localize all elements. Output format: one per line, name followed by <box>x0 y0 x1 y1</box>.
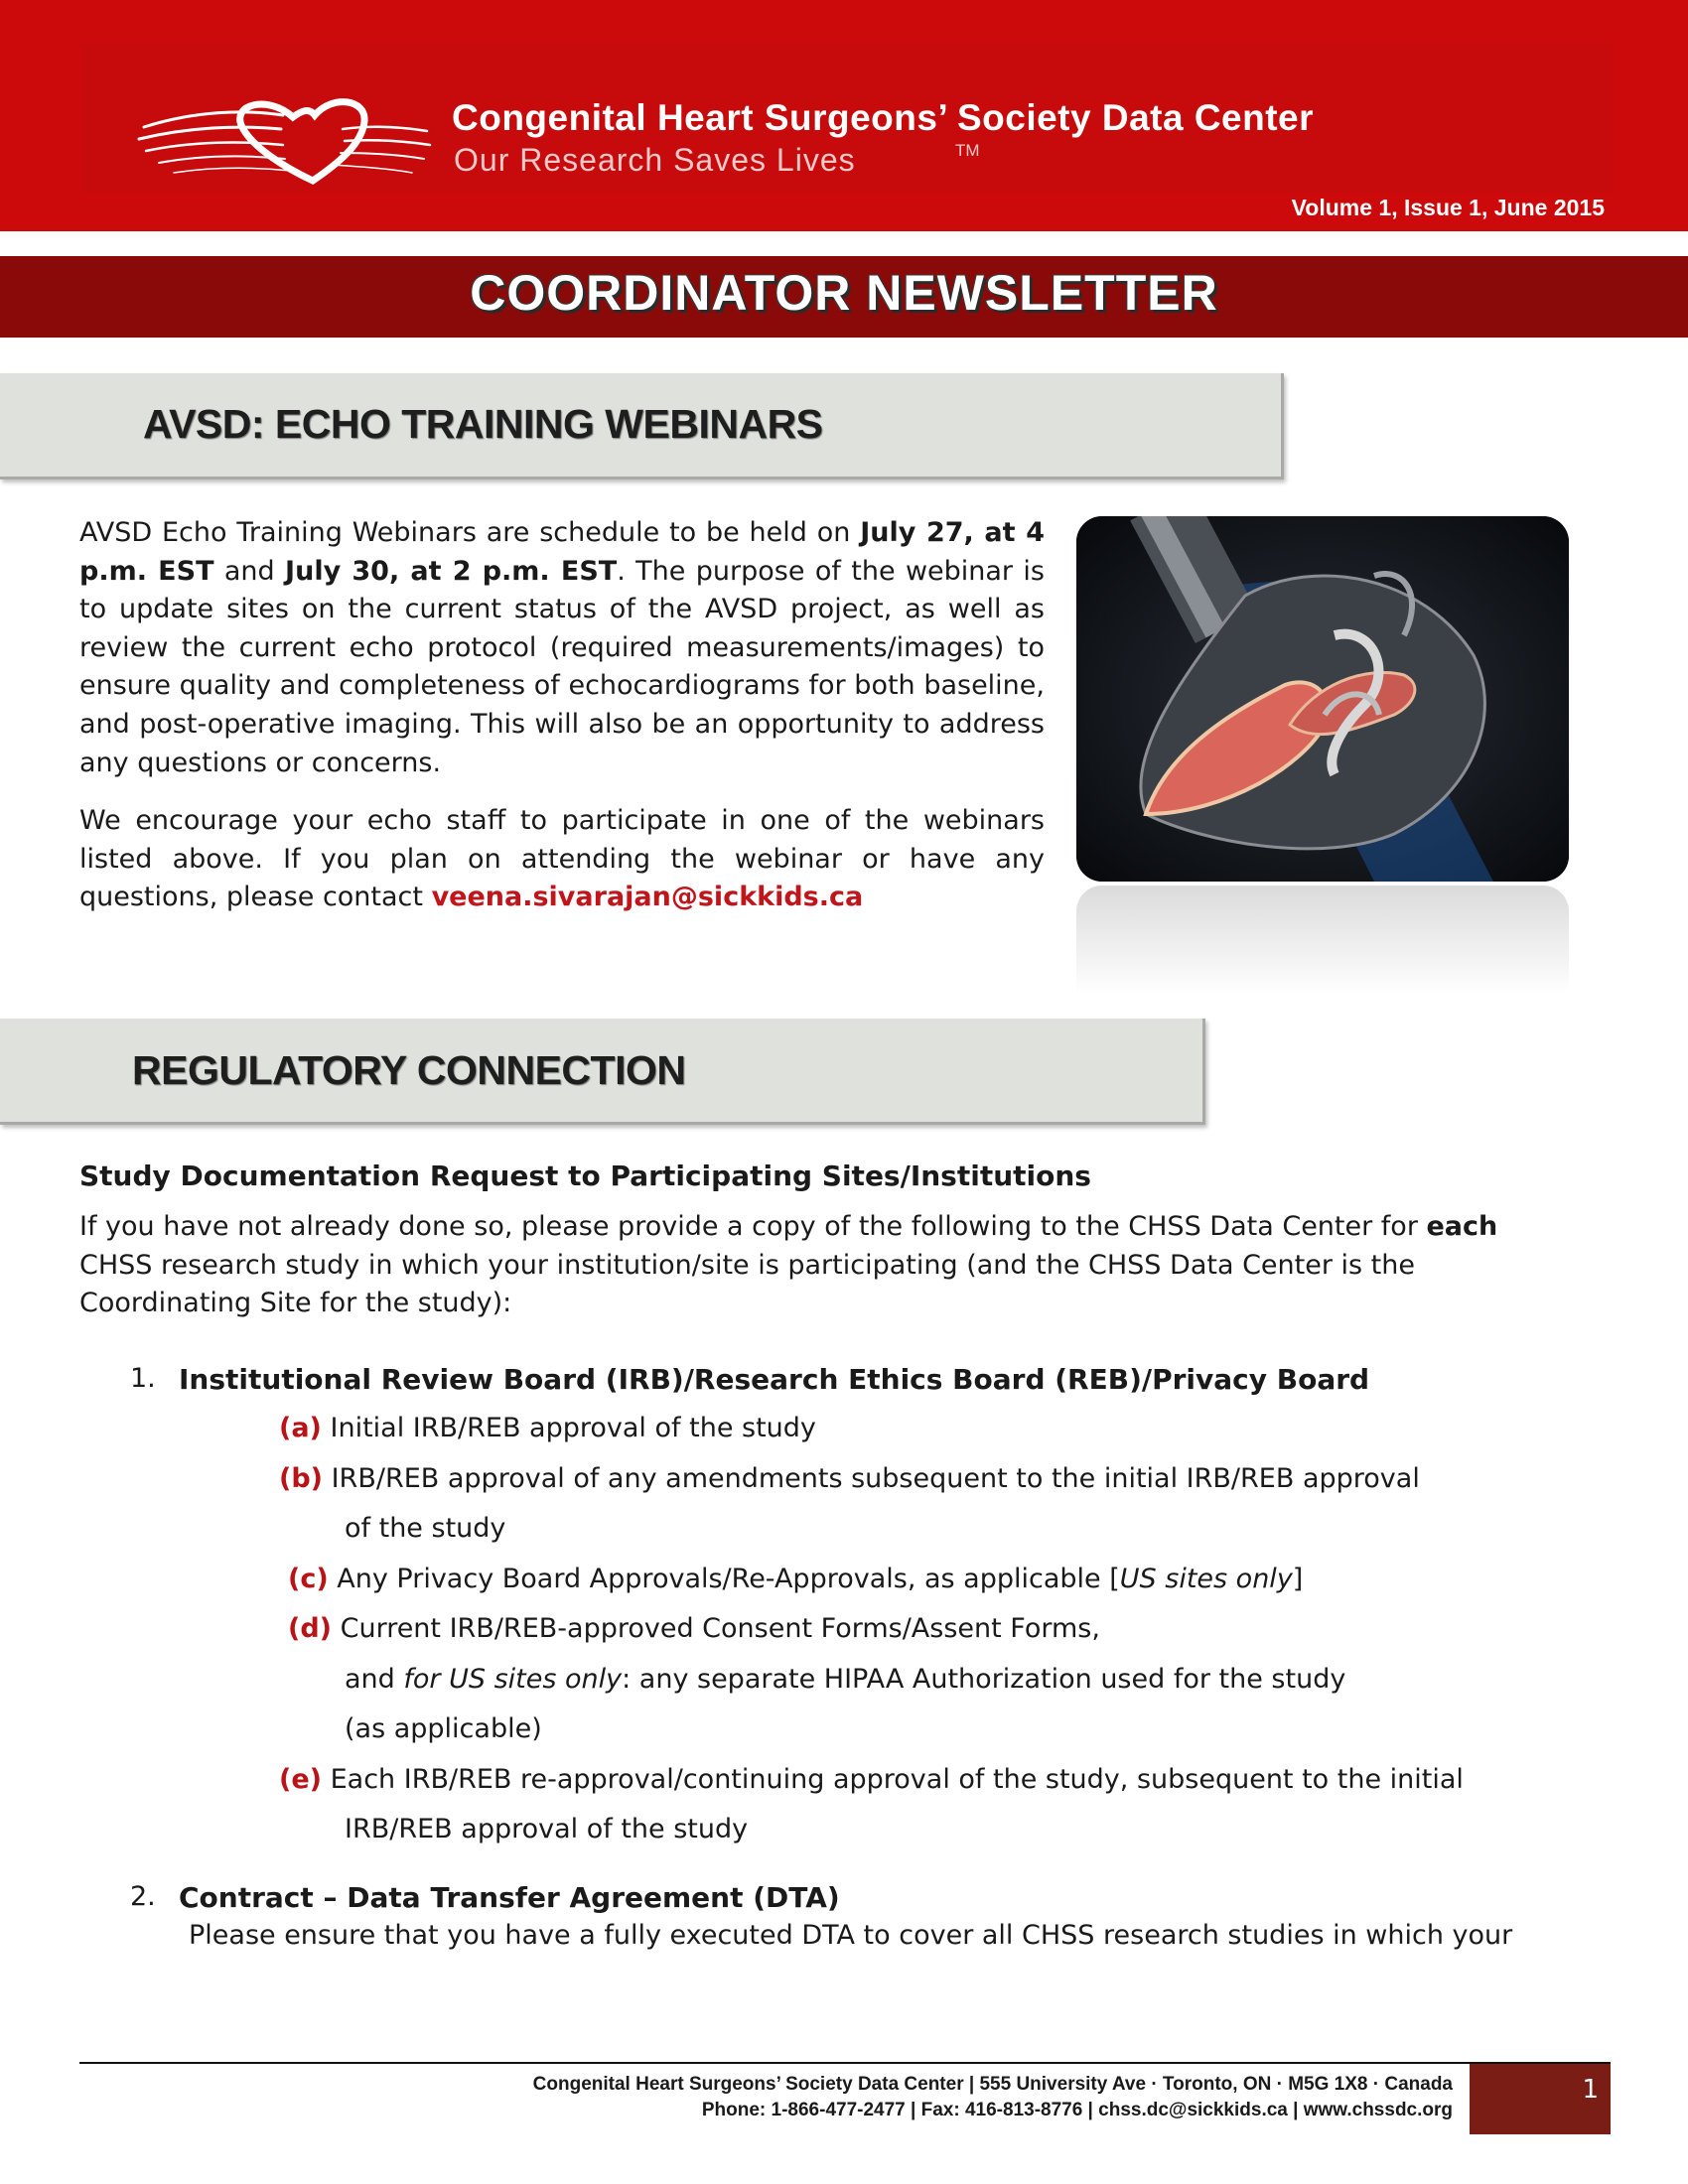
trademark-mark: TM <box>955 141 980 160</box>
list-item-d-continued: and for US sites only: any separate HIPAA Authorization used for the study <box>345 1664 1346 1695</box>
list-item-e-continued: IRB/REB approval of the study <box>345 1814 749 1844</box>
list-heading-dta: Contract – Data Transfer Agreement (DTA) <box>179 1881 840 1914</box>
intro-paragraph: If you have not already done so, please provide a copy of the following to the CHSS Data Center for each CHSS research study in which your institution/site is participating (and the CHSS Data Center is the Coordinating Site for the study): <box>79 1211 1498 1319</box>
org-name: Congenital Heart Surgeons’ Society Data Center <box>452 97 1315 138</box>
heart-logo-icon <box>134 89 432 189</box>
page-number: 1 <box>1582 2075 1599 2105</box>
list-item-c: (c) Any Privacy Board Approvals/Re-Approvals, as applicable [US sites only] <box>288 1564 1304 1594</box>
tagline: Our Research Saves Lives <box>454 142 856 178</box>
echo-paragraph-1: AVSD Echo Training Webinars are schedule to be held on July 27, at 4 p.m. EST and July 30, at 2 p.m. EST. The purpose of the webinar is to update sites on the current status of the AVSD project, as well as review the current echo protocol (required measurements/images) to ensure quality and completeness of echocardiograms for both baseline, and post-operative imaging. This will also be an opportunity to address any questions or concerns. <box>79 517 1045 778</box>
list-item-b-continued: of the study <box>345 1513 506 1544</box>
section-title-regulatory: REGULATORY CONNECTION <box>132 1047 686 1093</box>
newsletter-title: COORDINATOR NEWSLETTER <box>470 265 1218 321</box>
dta-text: Please ensure that you have a fully executed DTA to cover all CHSS research studies in which your <box>189 1920 1513 1951</box>
list-item-b: (b) IRB/REB approval of any amendments subsequent to the initial IRB/REB approval <box>279 1463 1420 1494</box>
image-reflection <box>1076 886 1569 995</box>
footer-contact: Phone: 1-866-477-2477 | Fax: 416-813-8776 | chss.dc@sickkids.ca | www.chssdc.org <box>701 2100 1453 2120</box>
section-title-echo: AVSD: ECHO TRAINING WEBINARS <box>143 401 823 447</box>
contact-email-link[interactable]: veena.sivarajan@sickkids.ca <box>431 882 864 913</box>
footer-address: Congenital Heart Surgeons’ Society Data Center | 555 University Ave · Toronto, ON · M5G 1X8 · Canada <box>532 2074 1453 2095</box>
echo-paragraph-2: We encourage your echo staff to participate in one of the webinars listed above. If you plan on attending the webinar or have any questions, please contact veena.sivarajan@sickkids.ca <box>79 805 1045 913</box>
issue-info: Volume 1, Issue 1, June 2015 <box>1291 195 1605 220</box>
echo-heart-image <box>1076 516 1569 882</box>
list-heading-irb: Institutional Review Board (IRB)/Research Ethics Board (REB)/Privacy Board <box>179 1363 1370 1396</box>
footer-rule <box>79 2062 1611 2064</box>
list-item-d-continued-2: (as applicable) <box>345 1713 542 1744</box>
list-item-a: (a) Initial IRB/REB approval of the study <box>279 1413 816 1443</box>
list-number: 2. <box>130 1881 156 1912</box>
subheading: Study Documentation Request to Participating Sites/Institutions <box>79 1160 1091 1192</box>
list-item-d: (d) Current IRB/REB-approved Consent Forms/Assent Forms, <box>288 1613 1100 1644</box>
list-item-e: (e) Each IRB/REB re-approval/continuing approval of the study, subsequent to the initial <box>279 1764 1464 1795</box>
list-number: 1. <box>130 1363 156 1394</box>
